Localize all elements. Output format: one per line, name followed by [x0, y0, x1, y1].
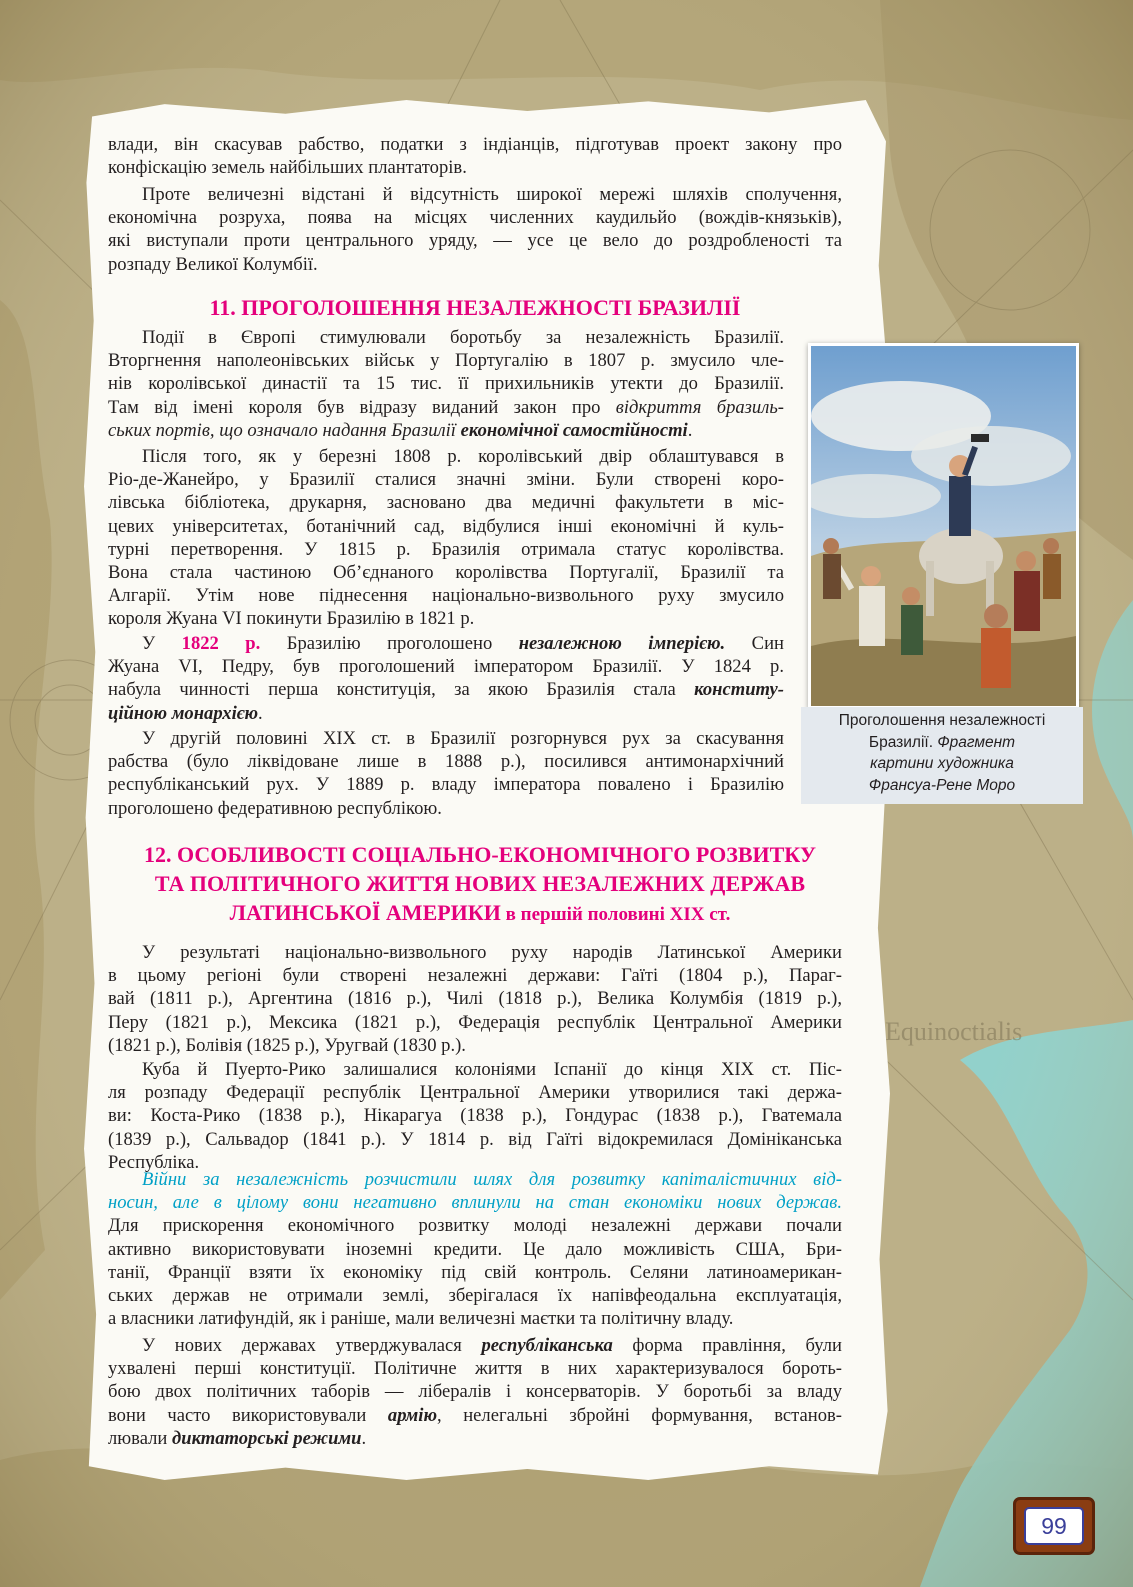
- text-line: вай (1811 р.), Аргентина (1816 р.), Чилі (1818 р.), Велика Колумбія (1819 р.),: [108, 988, 842, 1010]
- bold-italic-term: республіканська: [481, 1335, 613, 1356]
- bold-italic-term: ційною монархією: [108, 702, 259, 724]
- text-line: [108, 632, 784, 655]
- text-fragment: Бразилію проголошено: [260, 633, 519, 654]
- caption-line: Проголошення незалежності: [838, 712, 1046, 729]
- paragraph-latam-4: [108, 1334, 842, 1450]
- caption-line: [801, 753, 1083, 775]
- paragraph-latam-3: [108, 1168, 842, 1330]
- text-line: ських держав не отримали землі, зберігалася їх напівфеодальна експлуатація,: [108, 1285, 842, 1307]
- paragraph-intro-2: [108, 183, 842, 276]
- caption-fragment: картини художника: [870, 755, 1014, 772]
- text-line: [108, 678, 784, 701]
- text-line: [108, 1404, 842, 1427]
- text-line: [108, 419, 784, 442]
- text-line: Для прискорення економічного розвитку молоді незалежні держави почали: [108, 1215, 842, 1237]
- text-line: (1839 р.), Сальвадор (1841 р.). У 1814 р. від Гаїті відокремилася Домініканська: [108, 1128, 842, 1150]
- text-fragment: Там від імені короля був відразу виданий закон про: [108, 396, 616, 418]
- text-line: [108, 1334, 842, 1357]
- text-fragment: вони часто використовували: [108, 1404, 388, 1426]
- text-line: Алгарії. Утім нове піднесення національно-визвольного руху змусило: [108, 585, 784, 607]
- bold-italic-term: економічної самостійності: [460, 419, 688, 441]
- text-line: Проте величезні відстані й відсутність широкої мережі шляхів сполучення,: [142, 184, 842, 205]
- italic-term: ських портів, що означало надання Бразилії: [108, 419, 461, 441]
- italic-term: відкриття бразиль-: [615, 396, 784, 418]
- paragraph-latam-2: [108, 1058, 842, 1174]
- paragraph-intro-1: [108, 133, 842, 179]
- text-fragment: Син: [725, 633, 784, 654]
- section-11-heading: 11. ПРОГОЛОШЕННЯ НЕЗАЛЕЖНОСТІ БРАЗИЛІЇ: [209, 295, 741, 320]
- paragraph-latam-1: [108, 941, 842, 1057]
- text-line: ухвалені перші конституції. Політичне життя в них характеризувалося бороть-: [108, 1358, 842, 1380]
- caption-fragment: Фрагмент: [937, 733, 1016, 751]
- text-line: У результаті національно-визвольного руху народів Латинської Америки: [142, 942, 842, 963]
- text-fragment: У: [142, 633, 182, 654]
- text-line: Після того, як у березні 1808 р. королівський двір облаштувався в: [142, 446, 784, 467]
- caption-line: [801, 732, 1083, 754]
- caption-line: [801, 775, 1083, 797]
- text-line: влади, він скасував рабство, податки з індіанців, підготував проект закону про: [108, 134, 842, 155]
- section-12-heading: [100, 840, 860, 929]
- heading-fragment: ЛАТИНСЬКОЇ АМЕРИКИ: [229, 900, 501, 925]
- paragraph-brazil-3: [108, 632, 784, 725]
- text-line: лівська бібліотека, друкарня, засновано два медичні факультети в міс-: [108, 492, 784, 514]
- heading-fragment: в першій половині XIX ст.: [500, 904, 731, 925]
- text-line: Перу (1821 р.), Мексика (1821 р.), Федерація республік Центральної Америки: [108, 1011, 842, 1033]
- text-line: цевих університетах, ботанічний сад, відбулися інші економічні й куль-: [108, 515, 784, 537]
- painting-image: [808, 343, 1079, 709]
- text-line: рабства (було ліквідоване лише в 1888 р.), посилився антимонархічний: [108, 751, 784, 773]
- text-line: [108, 1427, 842, 1450]
- text-line: Ріо-де-Жанейро, у Бразилії сталися значні зміни. Були створені коро-: [108, 469, 784, 491]
- heading-line: ТА ПОЛІТИЧНОГО ЖИТТЯ НОВИХ НЕЗАЛЕЖНИХ ДЕРЖАВ: [154, 871, 806, 896]
- heading-line: [100, 898, 860, 929]
- text-line: а власники латифундій, як і раніше, мали величезні маєтки та політичну владу.: [108, 1308, 734, 1330]
- text-line: ля розпаду Федерації республік Центральної Америки утворилися такі держа-: [108, 1082, 842, 1104]
- bold-italic-term: армію: [387, 1404, 438, 1426]
- text-line: турні перетворення. У 1815 р. Бразилія отримала статус королівства.: [108, 538, 784, 560]
- bold-italic-term: незалежною імперією.: [518, 633, 726, 654]
- paragraph-brazil-2: [108, 445, 784, 631]
- text-line: нів королівської династії та 15 тис. її прихильників утекти до Бразилії.: [108, 373, 784, 395]
- text-line: короля Жуана VI покинути Бразилію в 1821 р.: [108, 608, 475, 630]
- bold-italic-term: диктаторські режими: [172, 1427, 362, 1449]
- text-fragment: лювали: [108, 1427, 172, 1449]
- text-line: республіканський рух. У 1889 р. владу імператора повалено і Бразилію: [108, 774, 784, 796]
- caption-fragment: Бразилії.: [868, 733, 938, 751]
- highlight-line: Війни за незалежність розчистили шлях для розвитку капіталістичних від-: [142, 1169, 842, 1190]
- text-line: конфіскацію земель найбільших плантаторів.: [108, 157, 467, 179]
- text-fragment: У нових державах утверджувалася: [142, 1335, 482, 1356]
- text-line: проголошено федеративною республікою.: [108, 797, 442, 819]
- text-line: Події в Європі стимулювали боротьбу за незалежність Бразилії.: [142, 327, 784, 348]
- text-line: Вона стала частиною Об’єднаного королівства Португалії, Бразилії та: [108, 562, 784, 584]
- text-line: в цьому регіоні були створені незалежні держави: Гаїті (1804 р.), Параг-: [108, 965, 842, 987]
- caption-fragment: Франсуа-Рене Моро: [868, 776, 1016, 794]
- paragraph-brazil-4: [108, 727, 784, 820]
- painting-illustration: [811, 346, 1076, 706]
- text-line: [108, 702, 784, 725]
- text-line: бою двох політичних таборів — лібералів і консерваторів. У боротьбі за владу: [108, 1381, 842, 1403]
- text-line: розпаду Великої Колумбії.: [108, 253, 318, 275]
- text-line: У другій половині XIX ст. в Бразилії розгорнувся рух за скасування: [142, 728, 784, 749]
- text-fragment: .: [687, 419, 693, 441]
- figure-caption: [801, 707, 1083, 804]
- text-fragment: форма правління, були: [612, 1335, 842, 1356]
- text-line: активно використовувати іноземні кредити. Це дало можливість США, Бри-: [108, 1238, 842, 1260]
- text-fragment: .: [258, 702, 263, 724]
- page-number: 99: [1024, 1507, 1084, 1545]
- text-line: економічна розруха, поява на місцях численних каудильйо (вождів-князьків),: [108, 207, 842, 229]
- text-line: які виступали проти центрального уряду, — усе це вело до роздробленості та: [108, 230, 842, 252]
- text-line: Республіка.: [108, 1151, 200, 1173]
- text-line: Куба й Пуерто-Рико залишалися колоніями Іспанії до кінця XIX ст. Піс-: [142, 1059, 842, 1080]
- text-fragment: .: [361, 1427, 367, 1449]
- highlight-line: носин, але в цілому вони негативно вплинули на стан економіки нових держав.: [108, 1192, 842, 1214]
- text-line: [108, 396, 784, 419]
- text-line: ви: Коста-Рико (1838 р.), Нікарагуа (1838 р.), Гондурас (1838 р.), Гватемала: [108, 1105, 842, 1127]
- page-number-badge: [1013, 1497, 1095, 1555]
- heading-line: 12. ОСОБЛИВОСТІ СОЦІАЛЬНО-ЕКОНОМІЧНОГО РОЗВИТКУ: [144, 842, 816, 867]
- text-line: (1821 р.), Болівія (1825 р.), Уругвай (1830 р.).: [108, 1034, 466, 1056]
- highlight-year: 1822 р.: [181, 633, 261, 654]
- text-fragment: , нелегальні збройні формування, встанов-: [437, 1404, 842, 1426]
- bold-italic-term: конститу-: [694, 679, 784, 701]
- text-line: Жуана VI, Педру, був проголошений імператором Бразилії. У 1824 р.: [108, 656, 784, 678]
- paragraph-brazil-1: [108, 326, 784, 442]
- text-fragment: набула чинності перша конституція, за якою Бразилія стала: [108, 679, 695, 701]
- text-line: танії, Франції взяти їх економіку під свій контроль. Селяни латиноамерикан-: [108, 1261, 842, 1283]
- text-line: Вторгнення наполеонівських військ у Португалію в 1807 р. змусило чле-: [108, 350, 784, 372]
